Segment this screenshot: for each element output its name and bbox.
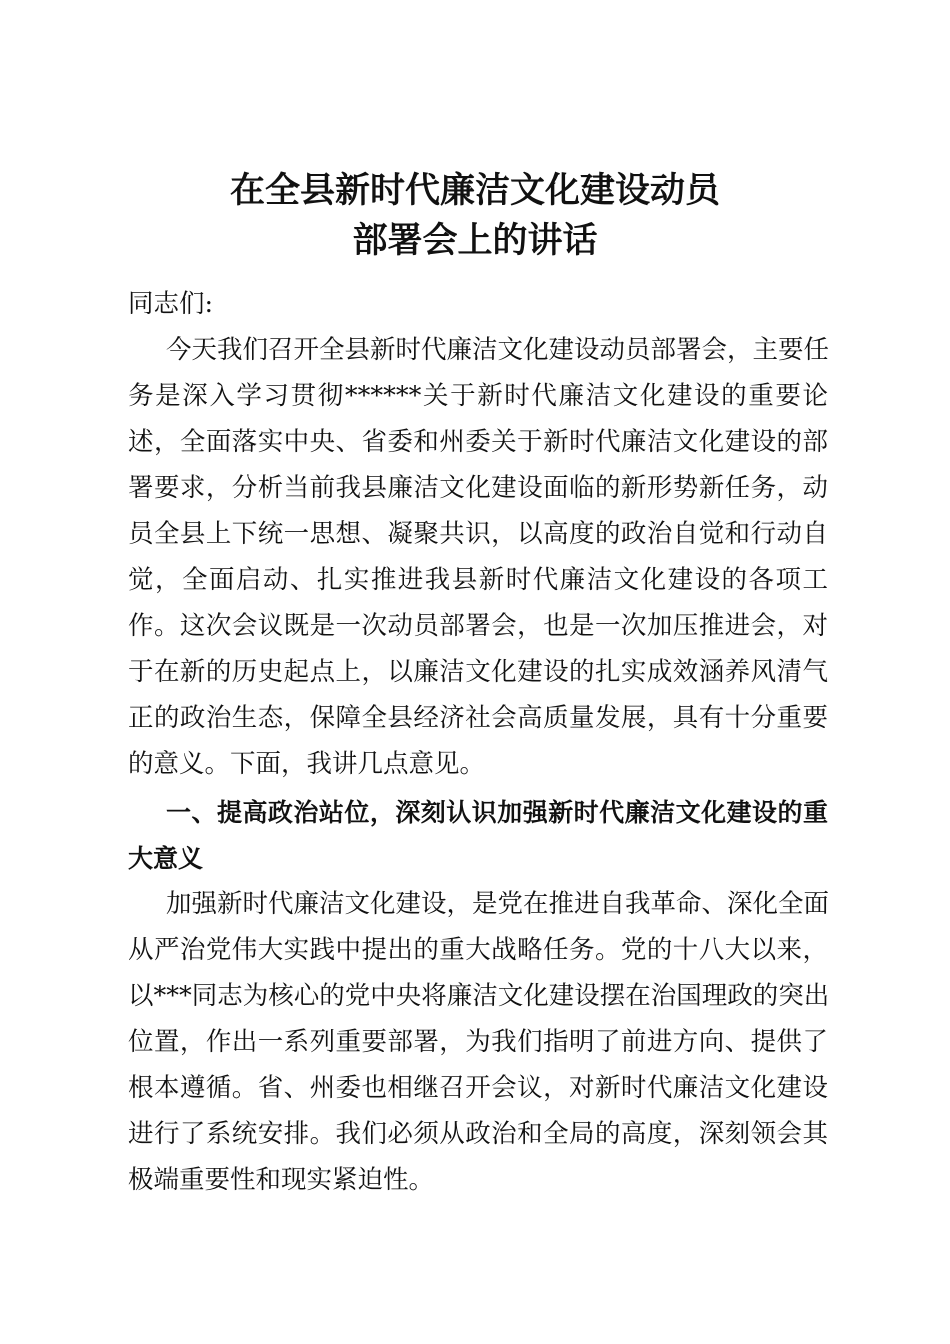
section-heading-1: 大意义 bbox=[128, 844, 204, 873]
paragraph-1-line: 作。这次会议既是一次动员部署会，也是一次加压推进会，对 bbox=[128, 611, 828, 641]
paragraph-1-line: 务是深入学习贯彻******关于新时代廉洁文化建设的重要论 bbox=[128, 381, 828, 411]
paragraph-1-line: 员全县上下统一思想、凝聚共识，以高度的政治自觉和行动自 bbox=[128, 519, 828, 549]
paragraph-2-line: 加强新时代廉洁文化建设，是党在推进自我革命、深化全面 bbox=[166, 889, 830, 919]
paragraph-2-line: 从严治党伟大实践中提出的重大战略任务。党的十八大以来， bbox=[128, 935, 828, 965]
document-title-line-2: 部署会上的讲话 bbox=[352, 221, 598, 261]
document-title-line-1: 在全县新时代廉洁文化建设动员 bbox=[229, 171, 720, 211]
paragraph-2-line: 进行了系统安排。我们必须从政治和全局的高度，深刻领会其 bbox=[128, 1119, 828, 1149]
salutation: 同志们: bbox=[128, 289, 214, 319]
paragraph-1-line: 正的政治生态，保障全县经济社会高质量发展，具有十分重要 bbox=[128, 703, 828, 733]
paragraph-2-line: 根本遵循。省、州委也相继召开会议，对新时代廉洁文化建设 bbox=[128, 1073, 828, 1103]
paragraph-1-line: 今天我们召开全县新时代廉洁文化建设动员部署会，主要任 bbox=[166, 335, 830, 365]
paragraph-1-line: 的意义。下面，我讲几点意见。 bbox=[128, 749, 486, 779]
paragraph-1-line: 于在新的历史起点上，以廉洁文化建设的扎实成效涵养风清气 bbox=[128, 657, 828, 687]
paragraph-2-line: 以***同志为核心的党中央将廉洁文化建设摆在治国理政的突出 bbox=[128, 981, 830, 1011]
paragraph-1-line: 述，全面落实中央、省委和州委关于新时代廉洁文化建设的部 bbox=[128, 427, 828, 457]
paragraph-1-line: 觉，全面启动、扎实推进我县新时代廉洁文化建设的各项工 bbox=[128, 565, 828, 595]
paragraph-2-line: 位置，作出一系列重要部署，为我们指明了前进方向、提供了 bbox=[128, 1027, 828, 1057]
section-heading-1: 一、提高政治站位，深刻认识加强新时代廉洁文化建设的重 bbox=[166, 798, 828, 827]
paragraph-1-line: 署要求，分析当前我县廉洁文化建设面临的新形势新任务，动 bbox=[128, 473, 828, 503]
paragraph-2-line: 极端重要性和现实紧迫性。 bbox=[128, 1165, 435, 1195]
